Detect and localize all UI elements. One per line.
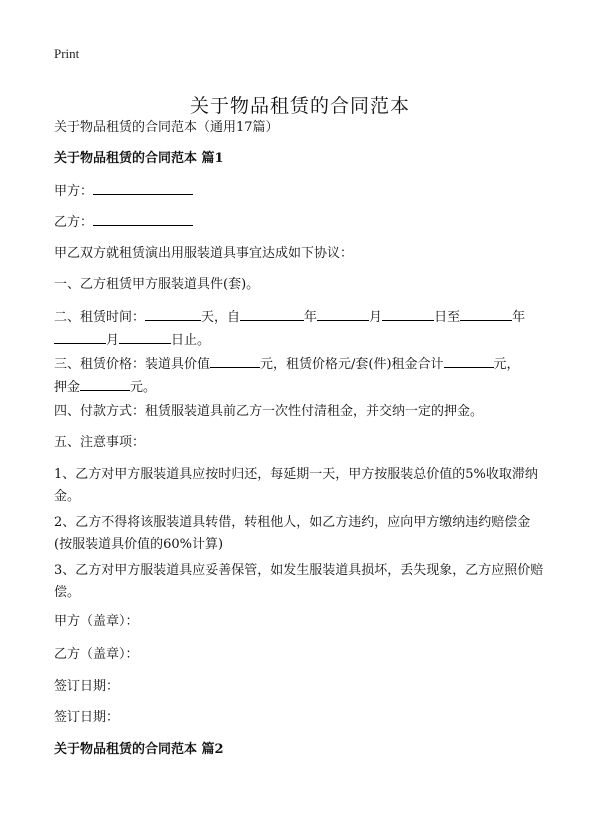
party-a-blank xyxy=(93,180,193,195)
signature-party-a: 甲方（盖章）： xyxy=(54,614,139,629)
party-b-blank xyxy=(93,211,193,226)
clause-3 xyxy=(54,353,546,399)
end-month-blank xyxy=(54,329,106,344)
signing-date-2: 签订日期： xyxy=(54,710,120,725)
deposit-blank xyxy=(80,376,130,391)
start-month-blank xyxy=(317,306,369,321)
start-year-blank xyxy=(240,306,304,321)
document-subtitle: 关于物品租赁的合同范本（通用17篇） xyxy=(54,120,279,135)
clause-2-prefix: 二、租赁时间： xyxy=(54,310,146,325)
note-1: 1、乙方对甲方服装道具应按时归还，每延期一天，甲方按服装总价值的5%收取滞纳金。 xyxy=(54,467,538,504)
section-heading-1: 关于物品租赁的合同范本 篇1 xyxy=(54,151,224,166)
clause-1: 一、乙方租赁甲方服装道具件(套)。 xyxy=(54,277,260,292)
print-link[interactable]: Print xyxy=(54,46,80,61)
rent-total-blank xyxy=(444,353,494,368)
clause-5: 五、注意事项： xyxy=(54,435,146,450)
document-title: 关于物品租赁的合同范本 xyxy=(189,94,410,117)
clause-2-month2: 月 xyxy=(106,333,120,348)
signing-date-1: 签订日期： xyxy=(54,679,120,694)
end-year-blank xyxy=(460,306,512,321)
clause-3-yuan: 元， xyxy=(493,357,520,372)
prop-value-blank xyxy=(210,353,260,368)
end-day-blank xyxy=(119,329,171,344)
clause-3-deposit: 押金 xyxy=(54,380,81,395)
party-a-label: 甲方： xyxy=(54,184,94,199)
clause-2-day2: 日止。 xyxy=(171,333,211,348)
section-heading-2: 关于物品租赁的合同范本 篇2 xyxy=(54,742,224,757)
note-3: 3、乙方对甲方服装道具应妥善保管，如发生服装道具损坏，丢失现象，乙方应照价赔偿。 xyxy=(54,563,544,600)
agreement-intro: 甲乙双方就租赁演出用服装道具事宜达成如下协议： xyxy=(54,246,354,261)
clause-3-deposit-unit: 元。 xyxy=(130,380,157,395)
clause-2-year1: 年 xyxy=(304,310,318,325)
party-b-label: 乙方： xyxy=(54,215,94,230)
clause-2-day1: 日至 xyxy=(434,310,461,325)
clause-3-mid: 元，租赁价格元/套(件)租金合计 xyxy=(260,357,444,372)
clause-2-days: 天，自 xyxy=(201,310,241,325)
start-day-blank xyxy=(382,306,434,321)
clause-2 xyxy=(54,306,546,352)
party-b-line xyxy=(54,211,546,234)
signature-party-b: 乙方（盖章）： xyxy=(54,647,139,662)
clause-2-month1: 月 xyxy=(369,310,383,325)
party-a-line xyxy=(54,180,546,203)
clause-2-year2: 年 xyxy=(512,310,526,325)
days-blank xyxy=(145,306,201,321)
clause-4: 四、付款方式：租赁服装道具前乙方一次性付清租金，并交纳一定的押金。 xyxy=(54,404,484,419)
clause-3-prefix: 三、租赁价格：装道具价值 xyxy=(54,357,211,372)
note-2: 2、乙方不得将该服装道具转借，转租他人，如乙方违约，应向甲方缴纳违约赔偿金(按服装道具价值的60%计算) xyxy=(54,515,531,552)
